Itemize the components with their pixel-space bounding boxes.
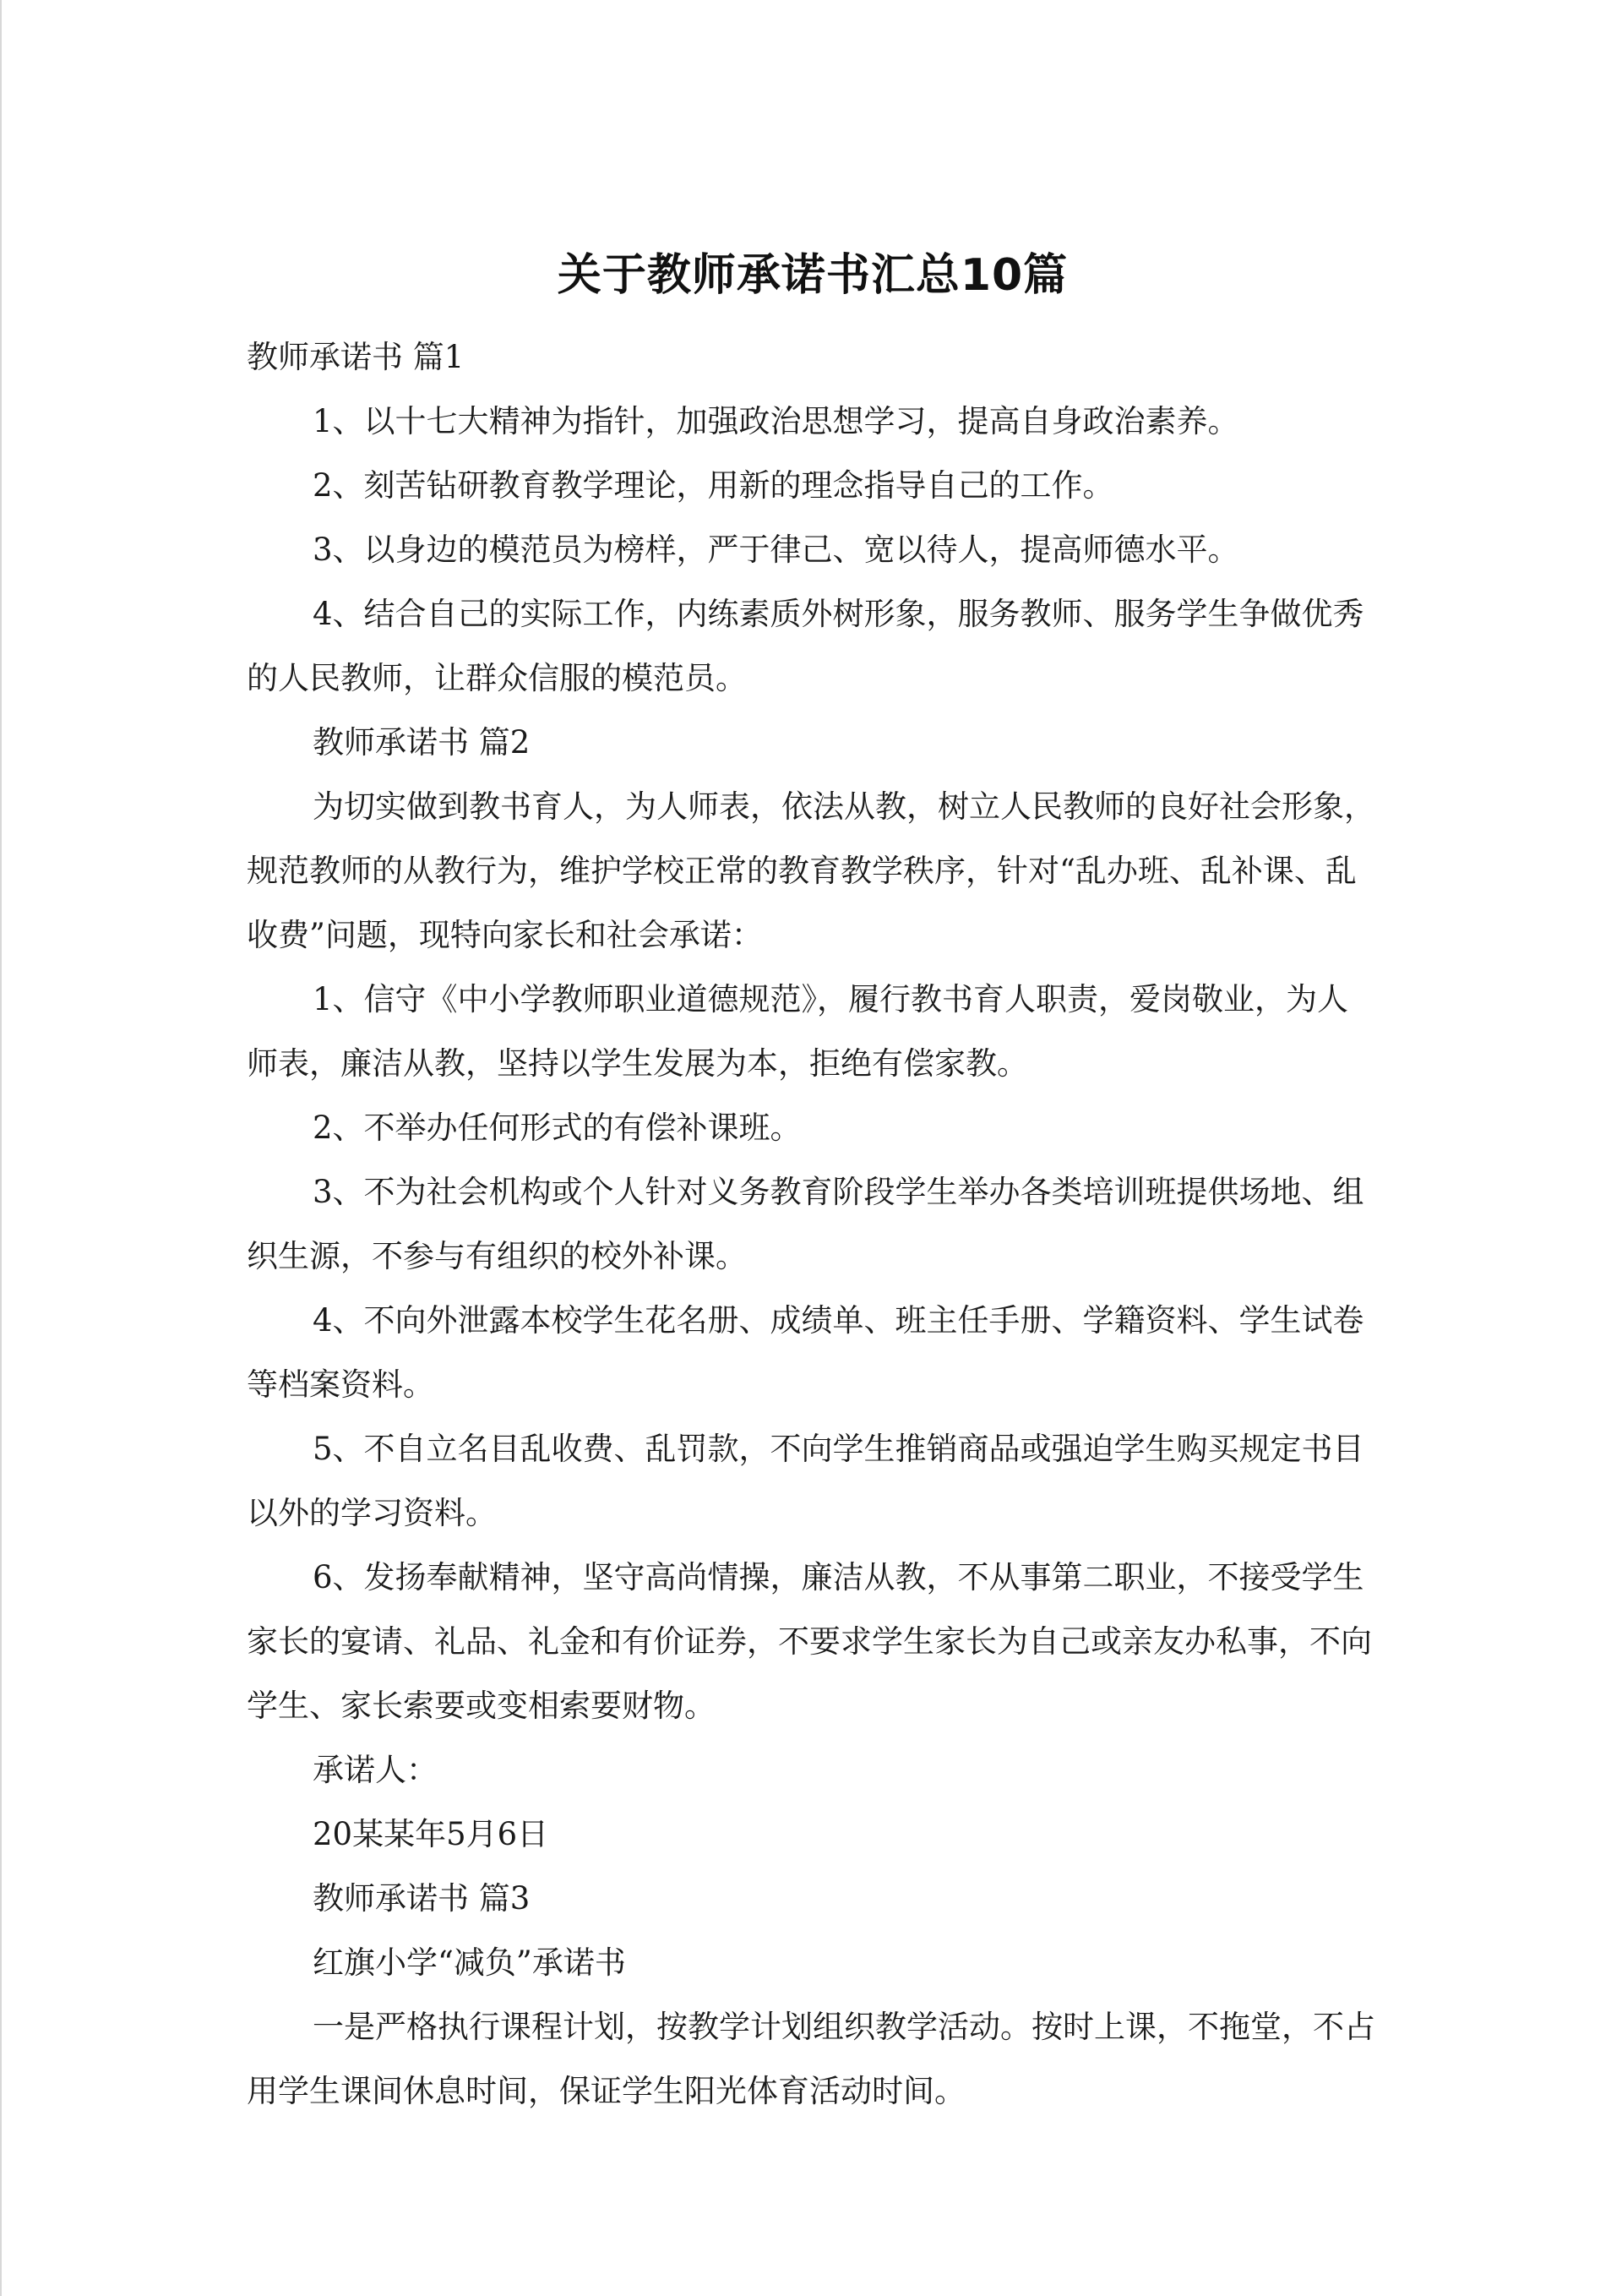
paragraph: 教师承诺书 篇2 <box>313 724 531 761</box>
paragraph: 1、以十七大精神为指针，加强政治思想学习，提高自身政治素养。 <box>313 403 1239 439</box>
paragraph: 4、不向外泄露本校学生花名册、成绩单、班主任手册、学籍资料、学生试卷等档案资料。 <box>247 1302 1364 1403</box>
paragraph: 2、不举办任何形式的有偿补课班。 <box>313 1110 802 1146</box>
paragraph: 4、结合自己的实际工作，内练素质外树形象，服务教师、服务学生争做优秀的人民教师，让群众信服的模范员。 <box>247 596 1364 696</box>
paragraph: 承诺人： <box>313 1752 438 1788</box>
paragraph: 3、以身边的模范员为榜样，严于律己、宽以待人，提高师德水平。 <box>313 532 1239 568</box>
paragraph: 为切实做到教书育人，为人师表，依法从教，树立人民教师的良好社会形象，规范教师的从教行为，维护学校正常的教育教学秩序，针对“乱办班、乱补课、乱收费”问题，现特向家长和社会承诺： <box>247 788 1375 953</box>
paragraph: 教师承诺书 篇1 <box>247 339 465 375</box>
paragraph: 一是严格执行课程计划，按教学计划组织教学活动。按时上课，不拖堂，不占用学生课间休息时间，保证学生阳光体育活动时间。 <box>247 2009 1375 2109</box>
paragraph: 2、刻苦钻研教育教学理论，用新的理念指导自己的工作。 <box>313 467 1114 504</box>
paragraph: 教师承诺书 篇3 <box>313 1880 531 1917</box>
paragraph: 1、信守《中小学教师职业道德规范》，履行教书育人职责，爱岗敬业，为人师表，廉洁从教，坚持以学生发展为本，拒绝有偿家教。 <box>247 981 1349 1082</box>
paragraph: 5、不自立名目乱收费、乱罚款，不向学生推销商品或强迫学生购买规定书目以外的学习资料。 <box>247 1431 1364 1531</box>
paragraph: 3、不为社会机构或个人针对义务教育阶段学生举办各类培训班提供场地、组织生源，不参与有组织的校外补课。 <box>247 1174 1364 1274</box>
document-body <box>247 325 1379 2124</box>
paragraph: 20某某年5月6日 <box>313 1816 549 1852</box>
document-title: 关于教师承诺书汇总10篇 <box>557 250 1069 301</box>
paragraph: 6、发扬奉献精神，坚守高尚情操，廉洁从教，不从事第二职业，不接受学生家长的宴请、礼品、礼金和有价证券，不要求学生家长为自己或亲友办私事，不向学生、家长索要或变相索要财物。 <box>247 1559 1372 1724</box>
paragraph: 红旗小学“减负”承诺书 <box>313 1944 626 1981</box>
